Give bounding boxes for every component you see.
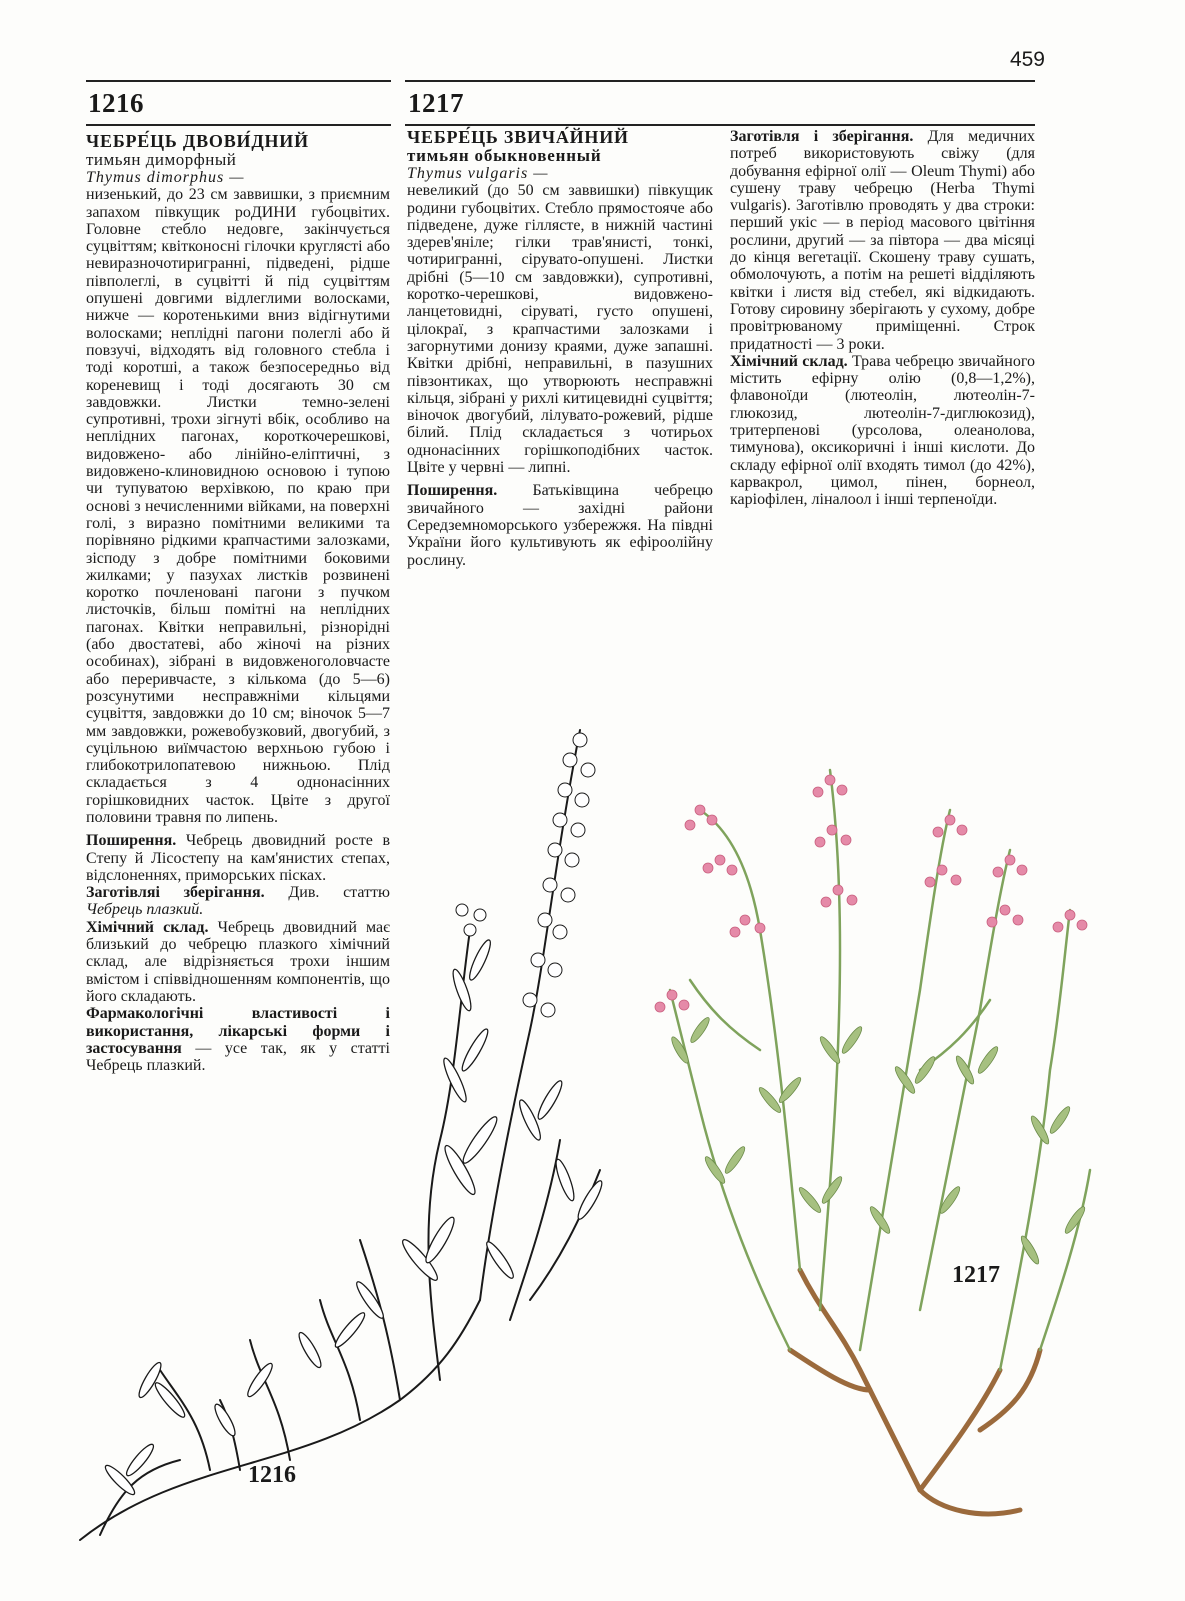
distribution-text: Чебрець двовидний росте в Степу й Лісостепу на кам'янистих степах, відслоненнях, приморських пісках. <box>86 832 391 884</box>
article-1217-part1 <box>407 128 713 569</box>
article-title: ЧЕБРЕ́ЦЬ ЗВИЧА́ЙНИЙ <box>407 127 629 147</box>
description: низенький, до 23 см заввишки, з приємним запахом півкущик роДИНИ губоцвітих. Головне стебло недовге, закінчується суцвіттям; квітконосні гілочки круглясті або невиразночотиригранні, підведені, рідше півполеглі, в суцвітті й під суцвіттям опушені довгими відлеглими волосками, нижче — коротенькими вниз відігнутими волосками; неплідні пагони полеглі або й повзучі, відходять від головного стебла і тоді коротші, а також безпосередньо від кореневищ і тоді досягають 30 см завдовжки. Листки темно-зелені супротивні, трохи зігнуті вбік, особливо на неплідних пагонах, короткочерешкові, видовжено- або лінійно-еліптичні, з видовжено-клиновидною основою і тупою чи тупуватою верхівкою, по краю при основі з нечисленними війками, на поверхні голі, з виразно помітними великими та порівняно рідкими крапчастими залозками, зісподу з добре помітними боковими жилками; у пазухах листків розвинені коротко почленовані пагони з пучком листочків, більш помітні на неплідних пагонах. Квітки неправильні, різнорідні (або двостатеві, або жіночі на різних особинах), зібрані в видовженоголовчасте або переривчасте, з кількома (до 5—6) розсунутими несправжніми кільцями суцвіття, завдовжки до 10 см; віночок 5—7 мм завдовжки, рожевобузковий, двогубий, з суцільною виїмчастою верхньою губою і глибокотрилопатевою нижньою. Плід складається з 4 однонасінних горішковидних часток. Цвіте з другої половини травня по липень. <box>86 186 390 826</box>
page-number: 459 <box>1009 48 1045 71</box>
chem-text: Трава чебрецю звичайного містить ефірну олію (0,8—1,2%), флавоноїди (лютеолін, лютеолін-7-глюкозид, лютеолін-7-диглюкозид), тритерпенові (урсолова, олеанолова, тимунова), оксикоричні і інші кислоти. До складу ефірної олії входять тимол (до 42%), карвакрол, цимол, пінен, борнеол, каріофілен, ліналоол і інші терпеноїди. <box>730 352 1035 509</box>
distribution-heading: Поширення. <box>407 482 498 500</box>
russian-name: тимьян диморфный <box>86 150 237 169</box>
illustration-label-1216: 1216 <box>248 1462 296 1488</box>
distribution-text: Батьківщина чебрецю звичайного — західні райони Середземноморського узбережжя. На півдні України його культивують як ефіроолійну рослину. <box>407 482 713 569</box>
left-header-rule <box>86 80 391 82</box>
illustration-thymus-vulgaris <box>620 750 1120 1550</box>
harvest-paragraph <box>730 128 1035 353</box>
illustration-label-1217: 1217 <box>952 1262 1000 1288</box>
harvest-text: Див. статтю <box>288 884 390 902</box>
pharm-heading: Фармакологічні властивості і використання, лікарські форми і застосування <box>86 1005 390 1057</box>
article-number-1217: 1217 <box>408 88 464 118</box>
chem-text: Чебрець двовидний має близький до чебрецю плазкого хімічний склад, але відрізняється трохи іншим вмістом і співвідношенням компонентів, що його складають. <box>86 918 390 1005</box>
harvest-reference: Чебрець плазкий. <box>86 901 204 919</box>
description: невеликий (до 50 см заввишки) півкущик родини губоцвітих. Стебло прямостояче або підведене, дуже гіллясте, в нижній частині здерев'яніле; гілки трав'янисті, тонкі, чотиригранні, сірувато-опушені. Листки дрібні (5—10 см завдовжки), супротивні, коротко-черешкові, видовжено-ланцетовидні, сіруваті, густо опушені, цілокраї, з крапчастими залозками і загорнутими донизу краями, дуже запашні. Квітки дрібні, неправильні, в пазушних півзонтиках, що утворюють несправжні кільця, зібрані у рихлі китицевидні суцвіття; віночок двогубий, лілувато-рожевий, рідше білий. Плід складається з чотирьох однонасінних горішкоподібних часток. Цвіте у червні — липні. <box>407 182 713 477</box>
article-1217-part2 <box>730 128 1035 509</box>
pharm-text: — усе так, як у статті Чебрець плазкий. <box>86 1039 390 1075</box>
harvest-text: Для медичних потреб використовують свіжу (для добування ефірної олії — Oleum Thymi) або сушену траву чебрецю (Herba Thymi vulgaris). Заготівлю проводять у два строки: перший укіс — в період масового цвітіння рослини, другий — за півтора — два місяці до кінця вегетації. Скошену траву сушать, обмолочують, а потім на решеті відділяють квітки і листя від стебел, які відкидають. Готову сировину зберігають у сухому, добре провітрюваному приміщенні. Строк придатності — 3 роки. <box>730 128 1035 353</box>
illustration-thymus-dimorphus <box>60 700 620 1570</box>
harvest-heading: Заготівляі зберігання. <box>86 884 265 902</box>
chem-heading: Хімічний склад. <box>86 918 209 936</box>
distribution-heading: Поширення. <box>86 832 177 850</box>
article-number-1216: 1216 <box>88 88 144 118</box>
harvest-heading: Заготівля і зберігання. <box>730 128 914 145</box>
chem-paragraph <box>730 353 1035 509</box>
right-title-rule <box>405 124 1035 126</box>
latin-name: Thymus dimorphus — <box>86 169 245 186</box>
left-title-rule <box>86 124 391 126</box>
russian-name: тимьян обыкновенный <box>407 146 602 165</box>
right-header-rule <box>405 80 1035 82</box>
latin-name: Thymus vulgaris — <box>407 165 549 182</box>
article-title: ЧЕБРЕ́ЦЬ ДВОВИ́ДНИЙ <box>86 131 309 151</box>
distribution-paragraph <box>407 482 713 568</box>
chem-heading: Хімічний склад. <box>730 352 848 370</box>
